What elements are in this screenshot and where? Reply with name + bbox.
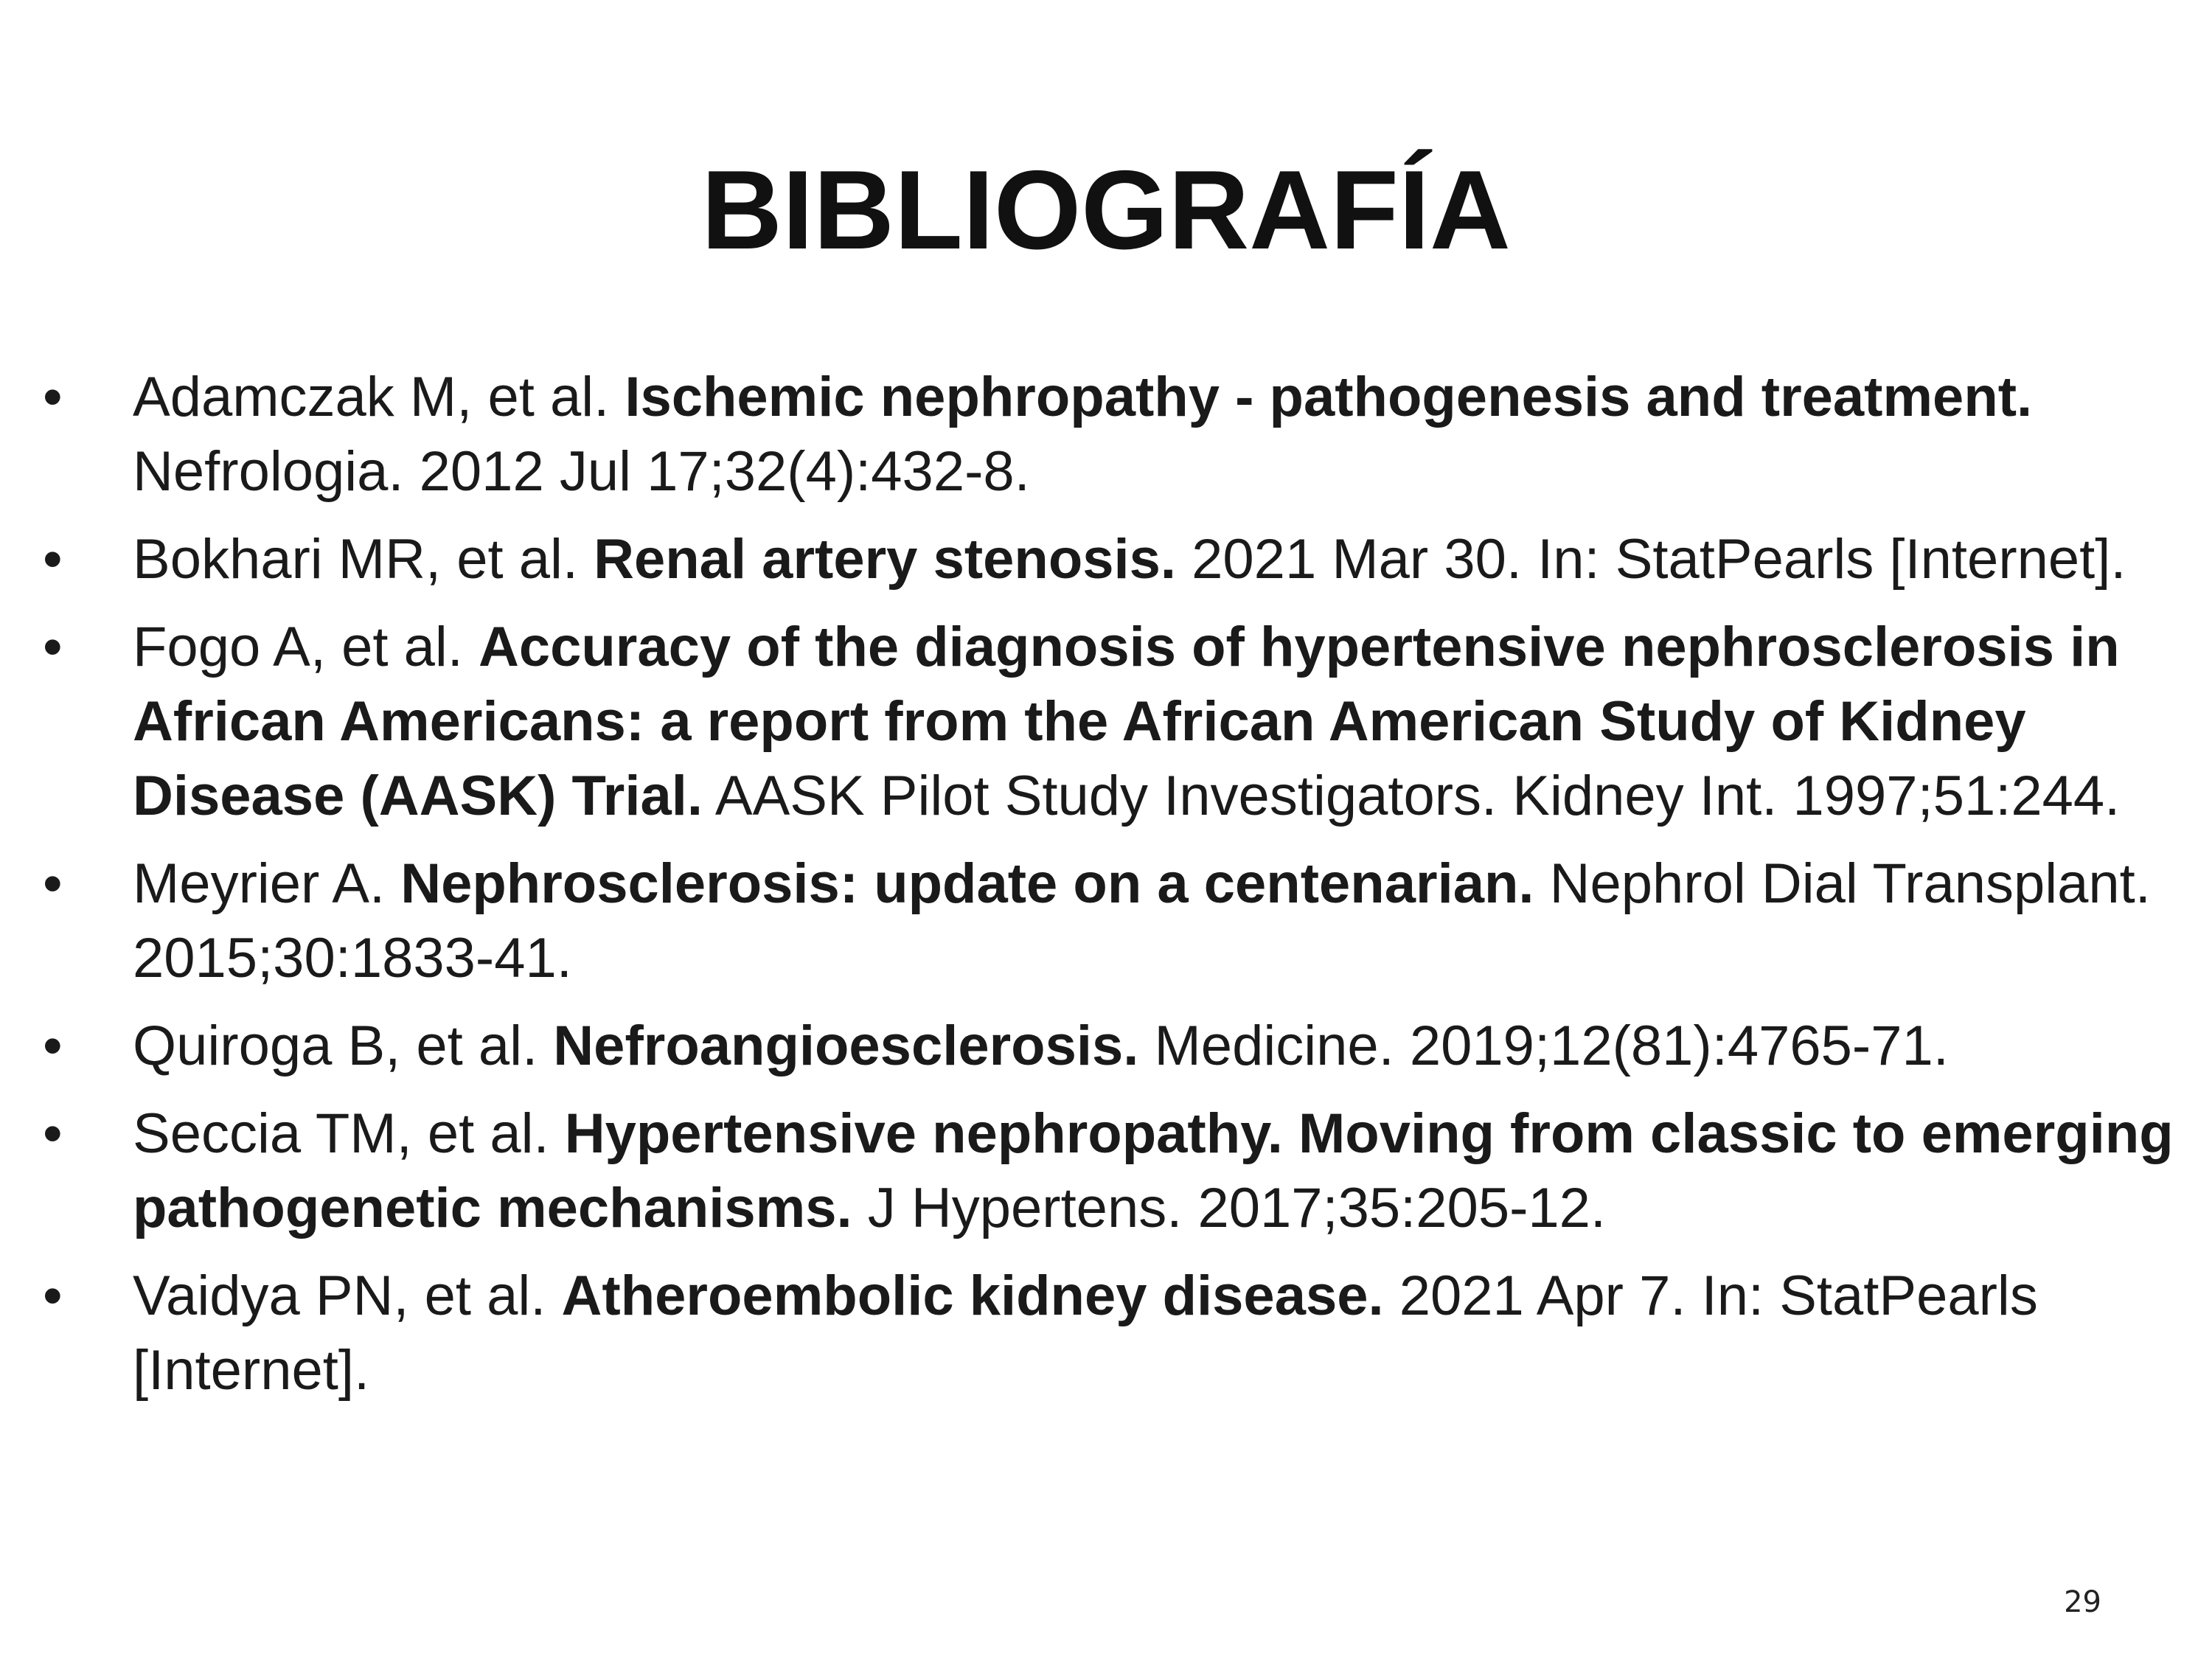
reference-item: [0, 846, 2183, 995]
reference-title: Renal artery stenosis.: [594, 528, 1177, 591]
reference-authors: Vaidya PN, et al.: [133, 1265, 562, 1327]
reference-item: [0, 522, 2183, 597]
reference-source: Medicine. 2019;12(81):4765-71.: [1138, 1015, 1949, 1077]
reference-source: AASK Pilot Study Investigators. Kidney Int. 1997;51:244.: [702, 765, 2121, 827]
reference-authors: Seccia TM, et al.: [133, 1102, 565, 1165]
reference-list: [0, 360, 2212, 1421]
bullet-icon: •: [43, 616, 63, 678]
reference-source: J Hypertens. 2017;35:205-12.: [852, 1177, 1607, 1239]
reference-item: [0, 1096, 2183, 1245]
bullet-icon: •: [43, 1015, 63, 1077]
reference-authors: Bokhari MR, et al.: [133, 528, 594, 591]
reference-source: Nefrologia. 2012 Jul 17;32(4):432-8.: [133, 440, 1030, 503]
reference-authors: Quiroga B, et al.: [133, 1015, 554, 1077]
slide-title: BIBLIOGRAFÍA: [701, 147, 1511, 273]
reference-item: [0, 610, 2183, 833]
reference-item: [0, 1259, 2183, 1408]
reference-title: Nefroangioesclerosis.: [553, 1015, 1139, 1077]
bullet-icon: •: [43, 852, 63, 915]
reference-authors: Meyrier A.: [133, 852, 401, 915]
reference-title: Atheroembolic kidney disease.: [561, 1265, 1384, 1327]
reference-title: Ischemic nephropathy - pathogenesis and treatment.: [625, 366, 2033, 428]
reference-item: [0, 1009, 2183, 1083]
bullet-icon: •: [43, 1102, 63, 1165]
reference-item: [0, 360, 2183, 509]
reference-title: Accuracy of the diagnosis of hypertensive nephrosclerosis in African Americans: a report from the African American Study of Kidney Disease (AASK) Trial.: [133, 616, 2120, 827]
reference-source: 2021 Mar 30. In: StatPearls [Internet].: [1176, 528, 2126, 591]
reference-title: Hypertensive nephropathy. Moving from classic to emerging pathogenetic mechanisms.: [133, 1102, 2174, 1239]
reference-authors: Adamczak M, et al.: [133, 366, 625, 428]
bullet-icon: •: [43, 366, 63, 428]
reference-source: Nephrol Dial Transplant. 2015;30:1833-41.: [133, 852, 2151, 990]
reference-authors: Fogo A, et al.: [133, 616, 479, 678]
bullet-icon: •: [43, 528, 63, 591]
reference-title: Nephrosclerosis: update on a centenarian.: [400, 852, 1534, 915]
page-number: 29: [2064, 1585, 2101, 1619]
reference-source: 2021 Apr 7. In: StatPearls [Internet].: [133, 1265, 2038, 1402]
bullet-icon: •: [43, 1265, 63, 1327]
